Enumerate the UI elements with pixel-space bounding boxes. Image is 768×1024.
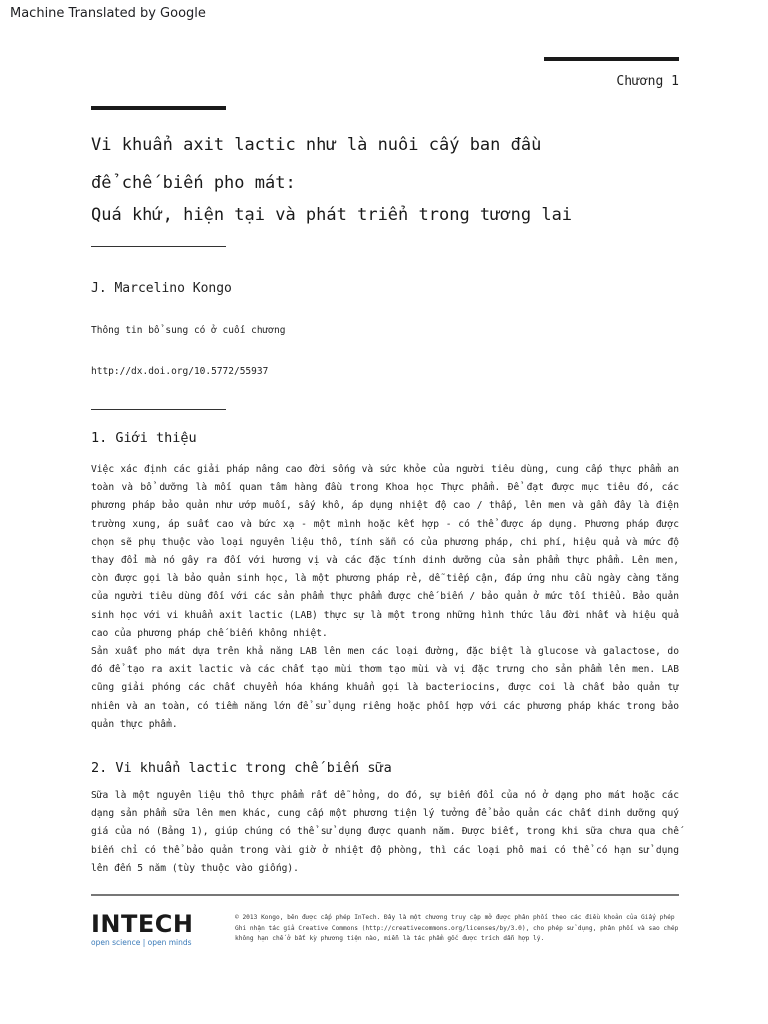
section-1-paragraph-1: Việc xác định các giải pháp nâng cao đời sống và sức khỏe của người tiêu dùng, cung cấp thực phẩm an toàn và bổ dưỡng là mối quan tâm hàng đầu trong Khoa học Thực phẩm. Để đạt được mục tiêu đó, các phương pháp bảo quản như ướp muối, sấy khô, áp dụng nhiệt độ cao / thấp, lên men và gần đây là điện trường xung, áp suất cao và bức xạ - một mình hoặc kết hợp - có thể được áp dụng. Phương pháp được chọn sẽ phụ thuộc vào loại nguyên liệu thô, tính sẵn có của phương pháp, chi phí, hiệu quả và mức độ thay đổi mà nó gây ra đối với hương vị và các đặc tính dinh dưỡng của sản phẩm thực phẩm. Lên men, còn được gọi là bảo quản sinh học, là một phương pháp rẻ, dễ tiếp cận, đáp ứng nhu cầu ngày càng tăng của người tiêu dùng đối với các sản phẩm thực phẩm được chế biến / bảo quản ở mức tối thiểu. Bảo quản sinh học với vi khuẩn axit lactic (LAB) thực sự là một trong những hình thức lâu đời nhất và hiệu quả cao của phương pháp chế biến không nhiệt. [91,464,679,639]
intech-logo-text: INTECH [91,910,194,938]
title-bottom-rule [91,246,226,247]
license-notice: © 2013 Kongo, bên được cấp phép InTech. Đây là một chương truy cập mở được phân phối theo các điều khoản của Giấy phép Ghi nhận tác giả Creative Commons (http://creativecommons.org/licenses/by/3.0), cho phép sử dụng, phân phối và sao chép không hạn chế ở bất kỳ phương tiện nào, miễn là tác phẩm gốc được trích dẫn hợp lý. [235,914,679,942]
section-2-body [91,787,679,878]
section-2-heading: 2. Vi khuẩn lactic trong chế biến sữa [91,760,392,776]
header-end-rule [91,409,226,410]
section-2-paragraph-1: Sữa là một nguyên liệu thô thực phẩm rất dễ hỏng, do đó, sự biến đổi của nó ở dạng pho mát hoặc các dạng sản phẩm sữa lên men khác, cung cấp một phương tiện lý tưởng để bảo quản các chất dinh dưỡng quý giá của nó (Bảng 1), giúp chúng có thể sử dụng được quanh năm. Được biết, trong khi sữa chưa qua chế biến chỉ có thể bảo quản trong vài giờ ở nhiệt độ phòng, thì các loại phô mai có thể có hạn sử dụng lên đến 5 năm (tùy thuộc vào giống). [91,790,679,874]
top-right-rule [544,57,679,61]
title-line-2: để chế biến pho mát: [91,173,296,193]
doi-link[interactable]: http://dx.doi.org/10.5772/55937 [91,366,269,377]
publisher-logo [91,912,193,947]
additional-info-note: Thông tin bổ sung có ở cuối chương [91,325,286,336]
chapter-label: Chương 1 [616,74,679,89]
title-top-rule [91,106,226,110]
machine-translation-banner: Machine Translated by Google [10,6,206,21]
footer-rule [91,894,679,896]
section-1-heading: 1. Giới thiệu [91,430,197,446]
title-line-1: Vi khuẩn axit lactic như là nuôi cấy ban đầu [91,135,542,155]
section-1-body [91,461,679,734]
author-name: J. Marcelino Kongo [91,281,232,296]
section-1-paragraph-2: Sản xuất pho mát dựa trên khả năng LAB lên men các loại đường, đặc biệt là glucose và galactose, do đó để tạo ra axit lactic và các chất tạo mùi thơm tạo mùi và vị đặc trưng cho sản phẩm lên men. LAB cũng giải phóng các chất chuyển hóa kháng khuẩn gọi là bacteriocins, được coi là chất bảo quản tự nhiên và an toàn, có tiềm năng lớn để sử dụng riêng hoặc phối hợp với các phương pháp khác trong bảo quản thực phẩm. [91,646,679,730]
title-line-3: Quá khứ, hiện tại và phát triển trong tương lai [91,205,573,225]
intech-tagline: open science | open minds [91,938,192,947]
